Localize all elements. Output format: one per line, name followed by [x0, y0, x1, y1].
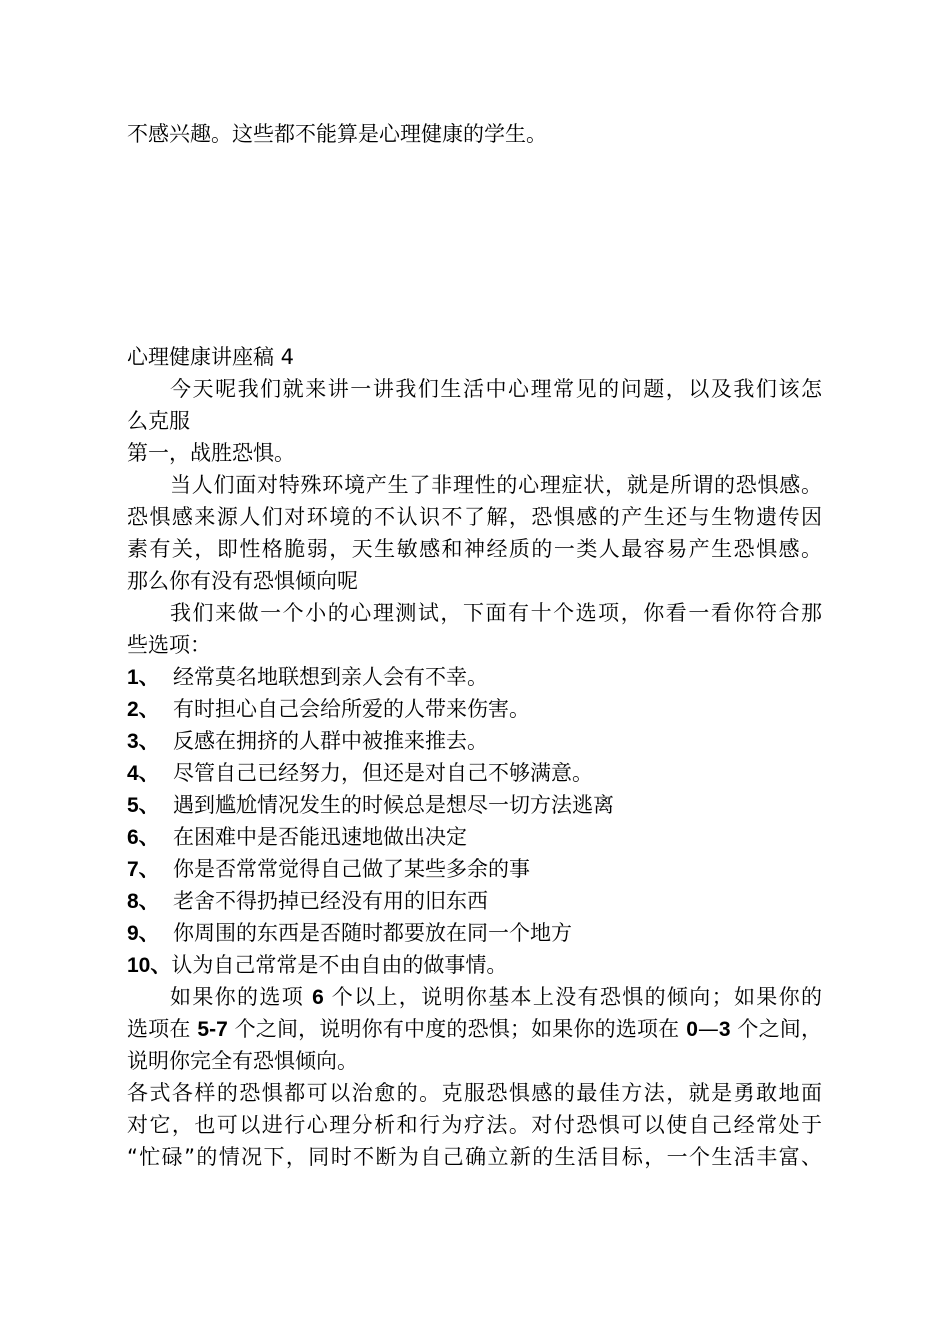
result-number: 5-7 [197, 1018, 228, 1041]
result-text: 选项在 [127, 1017, 198, 1041]
list-item [127, 757, 827, 790]
list-item [127, 725, 827, 758]
list-item [127, 693, 827, 726]
list-item-number: 10、 [127, 954, 172, 977]
list-item-text: 老舍不得扔掉已经没有用的旧东西 [173, 889, 488, 913]
result-line-3: 说明你完全有恐惧倾向。 [127, 1049, 358, 1073]
list-item [127, 949, 827, 982]
list-item-number: 8、 [127, 890, 160, 913]
list-item-number: 5、 [127, 794, 160, 817]
list-item-text: 有时担心自己会给所爱的人带来伤害。 [173, 697, 530, 721]
list-item [127, 917, 827, 950]
list-item [127, 821, 827, 854]
list-item [127, 885, 827, 918]
list-item-number: 9、 [127, 922, 160, 945]
list-item-text: 经常莫名地联想到亲人会有不幸。 [173, 665, 488, 689]
list-item-number: 3、 [127, 730, 160, 753]
list-item-text: 你是否常常觉得自己做了某些多余的事 [173, 857, 530, 881]
result-text: 个之间，说明你有中度的恐惧；如果你的选项在 [227, 1017, 687, 1041]
list-item-text: 在困难中是否能迅速地做出决定 [173, 825, 467, 849]
intro-line-1: 今天呢我们就来讲一讲我们生活中心理常见的问题，以及我们该怎 [170, 377, 822, 401]
paragraph-1-line-4: 那么你有没有恐惧倾向呢 [127, 569, 358, 593]
result-text: 个之间， [730, 1017, 822, 1041]
list-item [127, 789, 827, 822]
paragraph-3-line-3: “忙碌”的情况下，同时不断为自己确立新的生活目标，一个生活丰富、 [127, 1145, 822, 1169]
intro-line-2: 么克服 [127, 409, 190, 433]
list-item-text: 尽管自己已经努力，但还是对自己不够满意。 [173, 761, 593, 785]
list-item [127, 853, 827, 886]
list-item-number: 4、 [127, 762, 160, 785]
carryover-line: 不感兴趣。这些都不能算是心理健康的学生。 [127, 122, 547, 146]
paragraph-2-line-1: 我们来做一个小的心理测试，下面有十个选项，你看一看你符合那 [170, 601, 822, 625]
paragraph-3-line-1: 各式各样的恐惧都可以治愈的。克服恐惧感的最佳方法，就是勇敢地面 [127, 1081, 822, 1105]
result-text: 个以上，说明你基本上没有恐惧的倾向；如果你的 [323, 985, 822, 1009]
result-number: 3 [718, 1018, 731, 1041]
paragraph-2-line-2: 些选项： [127, 633, 211, 657]
result-dash: — [697, 1017, 719, 1041]
paragraph-1-line-2: 恐惧感来源人们对环境的不认识不了解，恐惧感的产生还与生物遗传因 [127, 505, 822, 529]
result-number: 6 [312, 986, 324, 1009]
list-item-number: 1、 [127, 666, 160, 689]
paragraph-1-line-3: 素有关，即性格脆弱，天生敏感和神经质的一类人最容易产生恐惧感。 [127, 537, 822, 561]
list-item-number: 2、 [127, 698, 160, 721]
result-number: 0 [686, 1018, 698, 1041]
list-item-text: 你周围的东西是否随时都要放在同一个地方 [173, 921, 572, 945]
result-line-2 [127, 1013, 822, 1046]
list-item-text: 认为自己常常是不由自由的做事情。 [171, 953, 508, 977]
list-item-number: 6、 [127, 826, 160, 849]
result-text: 如果你的选项 [170, 985, 313, 1009]
list-item [127, 661, 827, 694]
list-item-text: 反感在拥挤的人群中被推来推去。 [173, 729, 488, 753]
result-line-1 [170, 981, 822, 1014]
paragraph-1-line-1: 当人们面对特殊环境产生了非理性的心理症状，就是所谓的恐惧感。 [170, 473, 822, 497]
list-item-text: 遇到尴尬情况发生的时候总是想尽一切方法逃离 [173, 793, 614, 817]
paragraph-3-line-2: 对它，也可以进行心理分析和行为疗法。对付恐惧可以使自己经常处于 [127, 1113, 822, 1137]
section-heading: 第一，战胜恐惧。 [127, 441, 295, 465]
list-item-number: 7、 [127, 858, 160, 881]
lecture-title: 心理健康讲座稿 4 [127, 345, 295, 369]
